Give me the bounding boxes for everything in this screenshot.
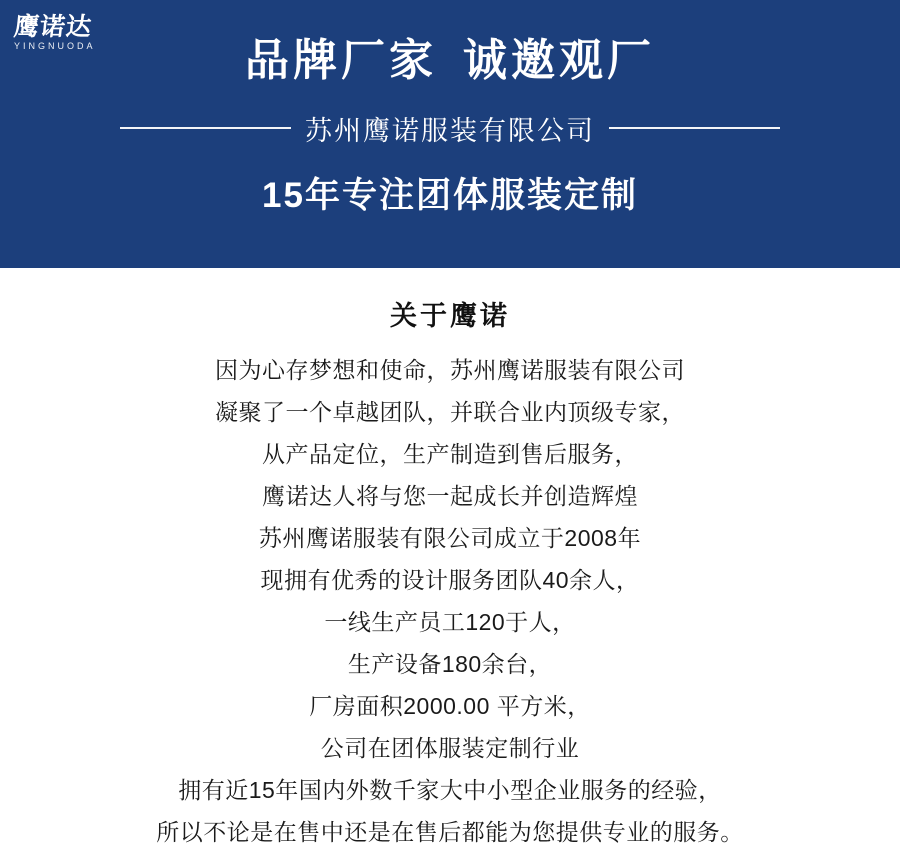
headline-part-left: 品牌厂家 (245, 36, 437, 85)
headline-part-right: 诚邀观厂 (463, 36, 655, 85)
about-section (0, 268, 900, 853)
about-line: 厂房面积2000.00 平方米， (309, 693, 591, 719)
banner-subtitle-row (120, 109, 780, 148)
about-title: 关于鹰诺 (390, 301, 510, 331)
about-line: 所以不论是在售中还是在售后都能为您提供专业的服务。 (156, 819, 744, 845)
divider-left (120, 127, 291, 129)
about-line: 凝聚了一个卓越团队，并联合业内顶级专家， (215, 399, 685, 425)
about-line: 苏州鹰诺服装有限公司成立于2008年 (258, 525, 642, 551)
about-body (0, 349, 900, 853)
about-line: 从产品定位，生产制造到售后服务， (262, 441, 638, 467)
about-line: 鹰诺达人将与您一起成长并创造辉煌 (262, 483, 638, 509)
banner-headline (245, 36, 655, 87)
about-line: 一线生产员工120于人， (324, 609, 576, 635)
about-line: 生产设备180余台， (347, 651, 553, 677)
brand-logo-mark: 鹰诺达 (12, 12, 94, 41)
about-line: 拥有近15年国内外数千家大中小型企业服务的经验， (178, 777, 722, 803)
about-line: 公司在团体服装定制行业 (320, 735, 580, 761)
about-line: 现拥有优秀的设计服务团队40余人， (260, 567, 640, 593)
banner-content (0, 0, 900, 268)
banner-tagline: 15年专注团体服装定制 (262, 175, 638, 215)
about-line: 因为心存梦想和使命，苏州鹰诺服装有限公司 (215, 357, 685, 383)
company-name: 苏州鹰诺服装有限公司 (305, 115, 595, 146)
brand-logo-subtext: YINGNUODA (14, 41, 96, 51)
banner (0, 0, 900, 268)
divider-right (609, 127, 780, 129)
